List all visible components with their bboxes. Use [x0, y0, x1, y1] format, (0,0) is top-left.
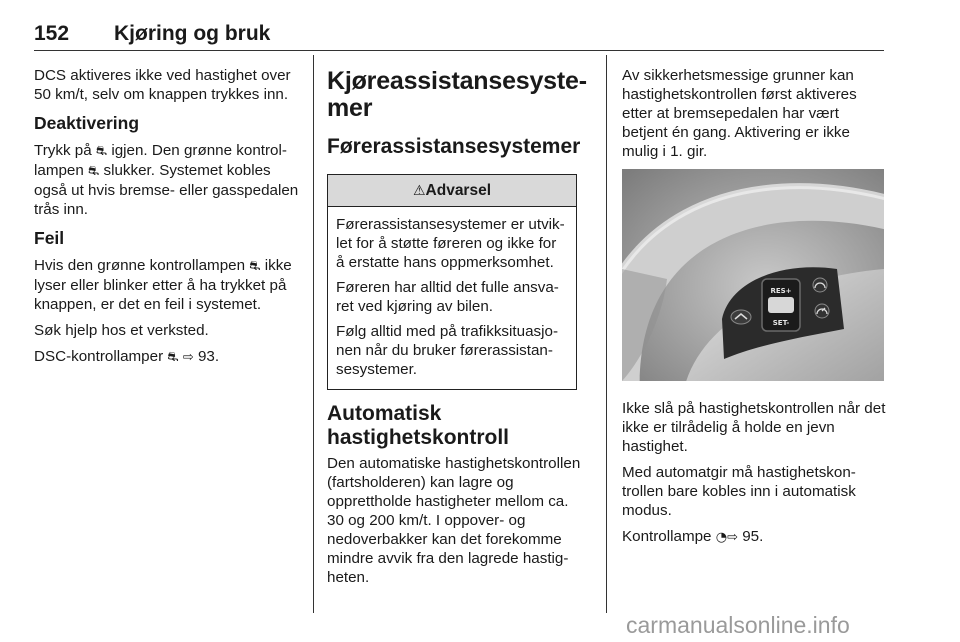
warning-header: [328, 175, 576, 207]
intro-paragraph: DCS aktiveres ikke ved hastighet over 50 km/t, selv om knappen trykkes inn.: [34, 67, 291, 103]
column-3: [622, 66, 886, 554]
heading-cruise-control: Automatisk hastighetskontroll: [327, 402, 510, 449]
warning-title: Advarsel: [425, 182, 492, 199]
fault-paragraph: Hvis den grønne kontrollampen ⛐ ikke lyser eller blinker etter å ha trykket på knappen, er det en feil i systemet.: [34, 257, 292, 313]
car-skid-icon: ⛐: [167, 350, 179, 365]
chapter-title: Kjøring og bruk: [114, 22, 271, 45]
steering-wheel-image: [622, 169, 884, 381]
res-label: RES+: [770, 287, 792, 295]
column-1: [34, 66, 300, 374]
set-label: SET-: [772, 319, 790, 327]
warning-body: [328, 207, 576, 389]
page-header: [34, 22, 884, 50]
column-divider-left: [313, 55, 314, 613]
cruise-control-paragraph: Den automatiske hastighetskontrollen (fartsholderen) kan lagre og opprettholde hastigheter mellom ca. 30 og 200 km/t. I oppover- og nedoverbakker kan det forekomme mindre avvik fra den lagrede hastigheten.: [327, 455, 581, 586]
control-lamp-reference: Kontrollampe ◔⇨ 95.: [622, 528, 764, 545]
watermark: carmanualsonline.info: [626, 612, 850, 638]
warning-paragraph: Følg alltid med på trafikksituasjonen når du bruker førerassistansesystemer.: [336, 323, 558, 378]
header-rule: [34, 50, 884, 51]
page-number: 152: [34, 22, 70, 45]
lamps-reference: DSC-kontrollamper ⛐ ⇨ 93.: [34, 348, 220, 365]
deactivation-paragraph: Trykk på ⛐ igjen. Den grønne kontrollampen ⛐ slukker. Systemet kobles også ut hvis bremse- eller gasspedalen trås inn.: [34, 142, 299, 218]
speedometer-icon: ◔: [715, 530, 728, 545]
car-skid-icon: ⛐: [88, 164, 100, 179]
heading-fault: Feil: [34, 228, 65, 248]
caution-paragraph: Ikke slå på hastighetskontrollen når det ikke er tilrådelig å holde en jevn hastighet.: [622, 400, 886, 455]
car-skid-icon: ⛐: [249, 259, 261, 274]
help-paragraph: Søk hjelp hos et verksted.: [34, 322, 209, 339]
subsection-title: Førerassistansesystemer: [327, 135, 581, 158]
activation-paragraph: Av sikkerhetsmessige grunner kan hastighetskontrollen først aktiveres etter at bremsepedalen har vært betjent én gang. Aktivering er ikke mulig i 1. gir.: [622, 67, 857, 160]
car-skid-icon: ⛐: [95, 144, 108, 159]
warning-paragraph: Førerassistansesystemer er utviklet for å støtte føreren og ikke for å erstatte hans oppmerksomhet.: [336, 216, 565, 271]
column-2: [327, 68, 589, 594]
warning-paragraph: Føreren har alltid det fulle ansvaret ved kjøring av bilen.: [336, 279, 559, 315]
arrow-right-icon: ⇨: [182, 350, 194, 365]
column-divider-right: [606, 55, 607, 613]
heading-deactivation: Deaktivering: [34, 113, 140, 133]
arrow-right-icon: ⇨: [727, 530, 738, 545]
automatic-gearbox-paragraph: Med automatgir må hastighetskontrollen bare kobles inn i automatisk modus.: [622, 464, 856, 519]
section-title: Kjøreassistansesystemer: [327, 67, 588, 122]
warning-box: [327, 174, 577, 390]
warning-icon: ⚠: [412, 183, 426, 199]
